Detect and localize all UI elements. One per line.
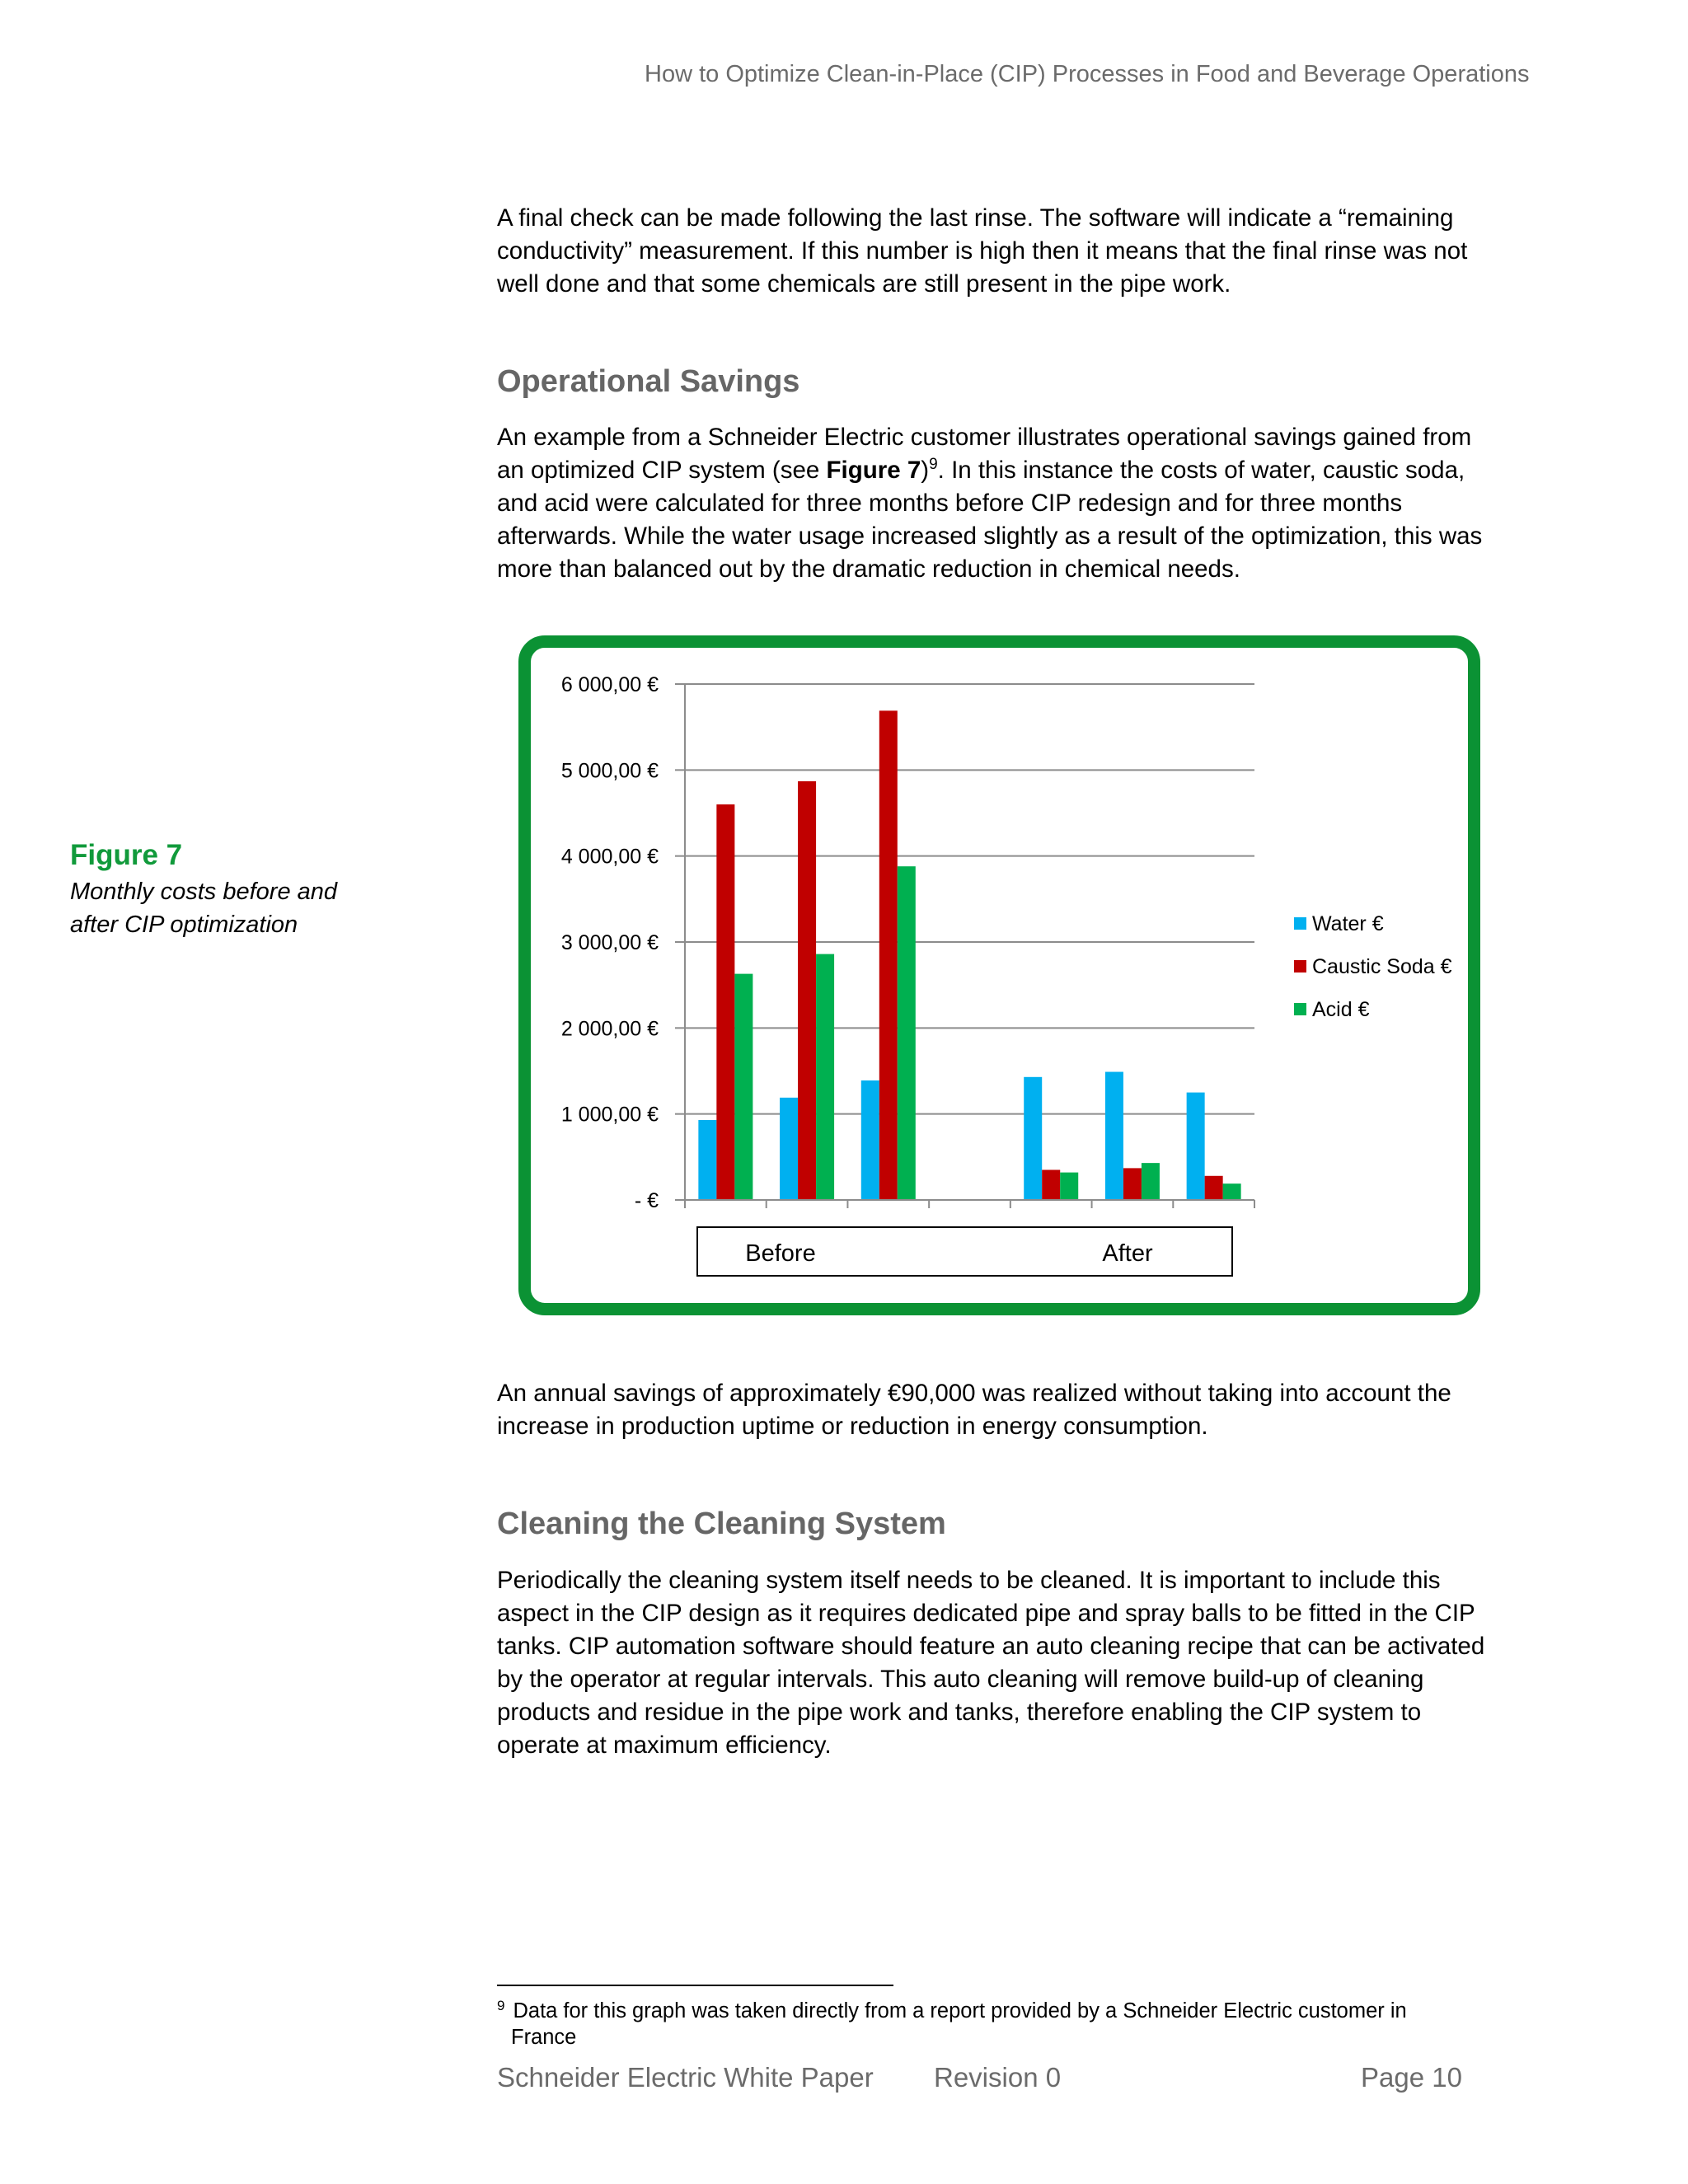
legend-label: Caustic Soda € xyxy=(1312,955,1452,978)
legend-swatch xyxy=(1294,917,1306,930)
footnote-reference: 9 xyxy=(929,456,938,474)
figure-reference: Figure 7 xyxy=(826,457,921,484)
footer-revision: Revision 0 xyxy=(934,2062,1062,2093)
figure-title: Figure 7 xyxy=(70,839,183,871)
group-label: Before xyxy=(745,1240,816,1267)
legend-swatch xyxy=(1294,960,1306,972)
text-line: tanks. CIP automation software should feature an auto cleaning recipe that can be activated xyxy=(497,1633,1485,1660)
text-line: more than balanced out by the dramatic reduction in chemical needs. xyxy=(497,555,1240,583)
footer-page-number: Page 10 xyxy=(1361,2062,1462,2093)
bar-acid xyxy=(1223,1183,1241,1200)
bar-acid xyxy=(1142,1163,1160,1200)
legend-label: Acid € xyxy=(1312,998,1370,1021)
operational-savings-heading: Operational Savings xyxy=(497,364,800,399)
text-line: A final check can be made following the last rinse. The software will indicate a “remaining xyxy=(497,204,1454,232)
caption-line: after CIP optimization xyxy=(70,912,298,938)
cleaning-system-heading: Cleaning the Cleaning System xyxy=(497,1507,946,1541)
bar-water xyxy=(698,1120,716,1200)
bar-water xyxy=(861,1080,879,1200)
y-tick-label: - € xyxy=(634,1189,659,1212)
bar-caustic xyxy=(879,710,898,1200)
legend-label: Water € xyxy=(1312,912,1384,935)
text-line: An example from a Schneider Electric customer illustrates operational savings gained from xyxy=(497,424,1472,451)
y-tick-label: 2 000,00 € xyxy=(560,1017,659,1041)
text-segment: . In this instance the costs of water, caustic soda, xyxy=(937,457,1465,484)
bar-caustic xyxy=(1042,1169,1060,1200)
footer-publication: Schneider Electric White Paper xyxy=(497,2062,874,2093)
text-line: aspect in the CIP design as it requires dedicated pipe and spray balls to be fitted in the CIP xyxy=(497,1600,1475,1627)
y-tick-label: 1 000,00 € xyxy=(560,1103,659,1127)
legend-swatch xyxy=(1294,1003,1306,1015)
bar-caustic xyxy=(1123,1168,1142,1200)
text-line: operate at maximum efficiency. xyxy=(497,1732,832,1759)
bar-acid xyxy=(1060,1173,1078,1200)
bar-acid xyxy=(816,954,834,1200)
footnote-line xyxy=(497,1998,1568,2024)
text-line: and acid were calculated for three months before CIP redesign and for three months xyxy=(497,490,1403,517)
footnote xyxy=(497,1998,1568,2050)
bar-caustic xyxy=(798,781,816,1200)
text-line: by the operator at regular intervals. This auto cleaning will remove build-up of cleaning xyxy=(497,1666,1424,1693)
text-line: conductivity” measurement. If this number is high then it means that the final rinse was not xyxy=(497,237,1468,265)
caption-line: Monthly costs before and xyxy=(70,879,338,905)
footnote-line: France xyxy=(511,2026,577,2049)
bar-water xyxy=(780,1098,798,1200)
footnote-separator xyxy=(497,1985,893,1986)
footnote-text: Data for this graph was taken directly from a report provided by a Schneider Electric customer in xyxy=(513,1999,1407,2022)
text-line: increase in production uptime or reduction in energy consumption. xyxy=(497,1413,1208,1440)
bar-caustic xyxy=(1205,1176,1223,1200)
text-line: afterwards. While the water usage increased slightly as a result of the optimization, this was xyxy=(497,523,1483,550)
footnote-number: 9 xyxy=(497,1997,505,2013)
bar-water xyxy=(1187,1093,1205,1200)
text-line: Periodically the cleaning system itself needs to be cleaned. It is important to include this xyxy=(497,1567,1441,1594)
text-segment: an optimized CIP system (see xyxy=(497,457,827,484)
y-tick-label: 4 000,00 € xyxy=(560,845,659,869)
text-segment: ) xyxy=(921,457,930,484)
group-label: After xyxy=(1102,1240,1153,1267)
bar-water xyxy=(1024,1077,1042,1200)
annual-savings-paragraph xyxy=(497,1377,1560,1443)
bar-acid xyxy=(734,974,753,1200)
bar-water xyxy=(1105,1072,1123,1200)
text-line: well done and that some chemicals are still present in the pipe work. xyxy=(497,270,1231,298)
bar-acid xyxy=(898,866,916,1200)
bar-caustic xyxy=(716,804,734,1200)
cleaning-system-paragraph xyxy=(497,1564,1560,1762)
text-line: An annual savings of approximately €90,000 was realized without taking into account the xyxy=(497,1380,1451,1407)
y-tick-label: 3 000,00 € xyxy=(560,931,659,954)
running-header: How to Optimize Clean-in-Place (CIP) Processes in Food and Beverage Operations xyxy=(645,61,1530,87)
text-line: products and residue in the pipe work and tanks, therefore enabling the CIP system to xyxy=(497,1699,1422,1726)
y-tick-label: 5 000,00 € xyxy=(560,759,659,783)
y-tick-label: 6 000,00 € xyxy=(560,673,659,696)
